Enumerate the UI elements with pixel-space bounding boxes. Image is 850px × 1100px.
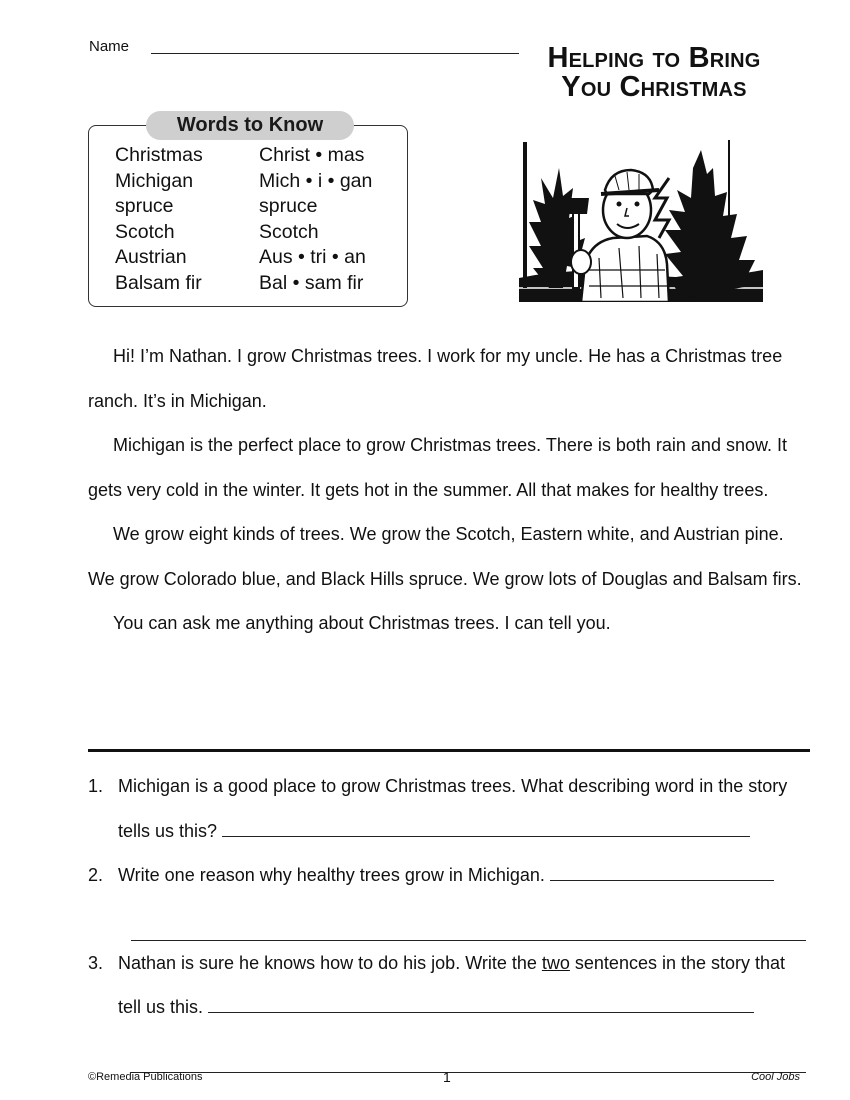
question-text: Michigan is a good place to grow Christmas trees. What describing word in the story tells us this? [118, 776, 788, 841]
story-paragraph: Hi! I’m Nathan. I grow Christmas trees. I work for my uncle. He has a Christmas tree ranch. It’s in Michigan. [88, 346, 783, 411]
word-row [115, 245, 372, 271]
lumberjack-illustration [519, 138, 763, 302]
vocab-syllables: Mich • i • gan [259, 169, 373, 192]
word-row [115, 143, 372, 169]
worksheet-title [504, 44, 804, 102]
publisher-credit: ©Remedia Publications [88, 1071, 203, 1083]
question-text: Nathan is sure he knows how to do his job. Write the [118, 952, 542, 973]
vocab-word: Michigan [115, 169, 194, 192]
vocab-word: Christmas [115, 144, 203, 166]
vocab-syllables: Christ • mas [259, 144, 365, 166]
page-number: 1 [443, 1069, 451, 1085]
question-number: 2. [88, 865, 104, 885]
story-paragraph: Michigan is the perfect place to grow Christmas trees. There is both rain and snow. It gets very cold in the winter. It gets hot in the summer. All that makes for healthy trees. [88, 435, 787, 500]
answer-line[interactable] [550, 879, 774, 881]
vocab-syllables: Aus • tri • an [259, 246, 366, 269]
series-title: Cool Jobs [751, 1071, 800, 1083]
vocab-syllables: spruce [259, 195, 318, 218]
vocab-word: Balsam fir [115, 271, 202, 294]
question-number: 3. [88, 952, 104, 973]
question-1 [88, 764, 806, 853]
vocab-word: spruce [115, 195, 174, 218]
answer-line[interactable] [208, 1011, 754, 1013]
word-row [115, 220, 372, 246]
section-divider [88, 749, 810, 752]
words-to-know-heading: Words to Know [146, 111, 354, 140]
question-text: Write one reason why healthy trees grow in Michigan. [118, 865, 545, 885]
vocab-word: Austrian [115, 246, 187, 269]
word-row [115, 169, 372, 195]
name-field-line[interactable] [151, 53, 519, 54]
lumberjack-with-axe-among-pine-trees-icon [519, 138, 763, 302]
question-3 [88, 941, 806, 1030]
question-text: sentences in the story that tell us this. [118, 952, 786, 1017]
story-paragraph: We grow eight kinds of trees. We grow the Scotch, Eastern white, and Austrian pine. We grow Colorado blue, and Black Hills spruce. We grow lots of Douglas and Balsam firs. [88, 524, 802, 589]
vocab-syllables: Scotch [259, 220, 319, 243]
story-text [88, 334, 810, 646]
answer-line[interactable] [222, 835, 750, 837]
answer-line[interactable] [131, 1030, 806, 1073]
question-2 [88, 853, 806, 898]
vocab-word: Scotch [115, 220, 175, 243]
word-row [115, 194, 372, 220]
word-row [115, 271, 372, 297]
vocab-syllables: Bal • sam fir [259, 271, 364, 294]
title-line-2: You Christmas [561, 71, 747, 103]
question-number: 1. [88, 776, 104, 796]
answer-line[interactable] [131, 898, 806, 941]
story-paragraph: You can ask me anything about Christmas trees. I can tell you. [113, 613, 611, 633]
questions-section [88, 764, 806, 1073]
name-label: Name [89, 38, 130, 55]
emphasized-word: two [541, 952, 570, 973]
words-to-know-list [115, 143, 372, 297]
title-line-1: Helping to Bring [547, 42, 761, 74]
